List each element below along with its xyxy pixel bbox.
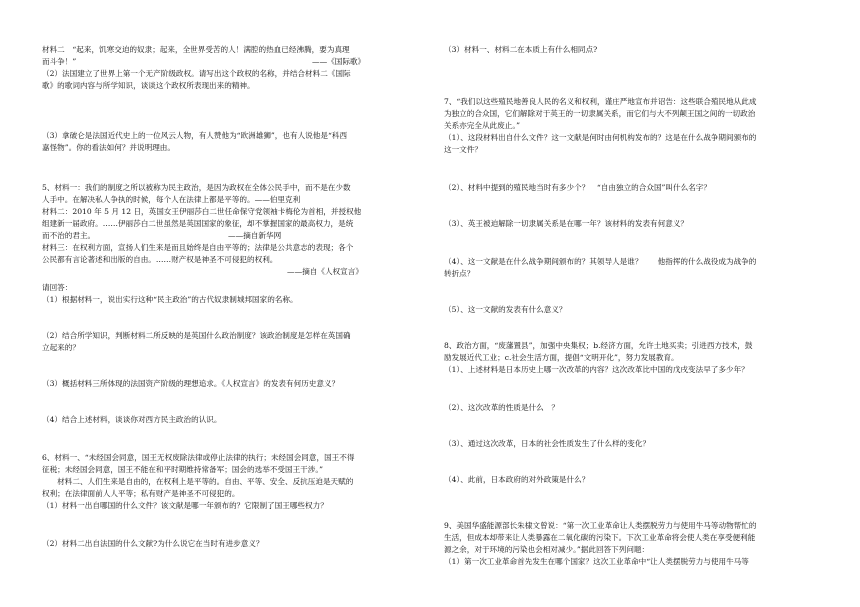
section-5-material-2-end: 而不治的君主。 ——摘自新华网 [42,231,282,240]
section-9-material-end: 源之余，对于环境的污染也会相对减少。”据此回答下列问题： [444,545,650,554]
section-7-question-4: （4）、这一文献是在什么战争期间颁布的？其领导人是谁？ 他指挥的什么战役成为战争的 [444,257,757,266]
material-2-text: 材料二 “起来，饥寒交迫的奴隶；起来，全世界受苦的人！满腔的热血已经沸腾，要为真理 [42,45,350,54]
section-5-question-2-cont: 立起来的？ [42,343,80,352]
section-7-question-1-cont: 这一文件？ [444,145,482,154]
section-6-material-2: 材料二、人们生来是自由的，在权利上是平等的。自由、平等、安全、反抗压迫是天赋的 [42,477,354,486]
section-5-ask: 请回答： [42,283,73,292]
section-8-question-1: （1）、上述材料是日本历史上哪一次改革的内容？这次改革比中国的戊戌变法早了多少年？ [444,365,749,374]
section-5-question-4: （4）结合上述材料，谈谈你对西方民主政治的认识。 [42,415,222,424]
question-3-cont: 嘉怪物”。你的看法如何？并说明理由。 [42,143,175,152]
section-5-material-2: 材料二：2010 年 5 月 12 日，英国女王伊丽莎白二世任命保守党领袖卡梅伦为首相，并授权他 [42,207,362,216]
section-6-question-1: （1）材料一出自哪国的什么文件？该文献是哪一年颁布的？它限制了国王哪些权力？ [42,501,328,510]
section-9-material-cont: 生活，但成本却带来让人类暴露在二氧化碳的污染下。下次工业革命将会使人类在享受便利能 [444,533,756,542]
question-2: （2）法国建立了世界上第一个无产阶级政权。请写出这个政权的名称，并结合材料二《国际 [42,69,351,78]
section-8-question-3: （3）、通过这次改革，日本的社会性质发生了什么样的变化？ [444,439,651,448]
section-5-question-2: （2）结合所学知识，判断材料二所反映的是英国什么政治制度？该政治制度是怎样在英国确 [42,331,351,340]
section-7-material-cont: 为独立的合众国，它们解除对于英王的一切隶属关系，而它们与大不列颠王国之间的一切政治 [444,109,756,118]
material-2-text-cont: 而斗争！” [42,57,77,66]
section-5-material-3-cont: 公民都有言论著述和出版的自由。……财产权是神圣不可侵犯的权利。 [42,255,278,264]
section-5-material-2-cont: 组建新一届政府。……伊丽莎白二世虽然是英国国家的象征，却不掌握国家的最高权力，是统 [42,219,354,228]
section-5-question-1: （1）根据材料一，说出实行这种“民主政治”的古代奴隶制城邦国家的名称。 [42,295,298,304]
section-7-question-5: （5）、这一文献的发表有什么意义？ [444,305,567,314]
section-6-question-3: （3）材料一、材料二在本质上有什么相同点? [444,45,598,54]
section-7-question-4-cont: 转折点？ [444,269,475,278]
section-6-material-1: 6、材料一、“未经国会同意，国王无权废除法律或停止法律的执行；未经国会同意，国王不得 [42,453,355,462]
section-5-material-3: 材料三：在权利方面，宣扬人们生来是而且始终是自由平等的；法律是公共意志的表现；各个 [42,243,354,252]
question-2-cont: 歌》的歌词内容与所学知识，谈谈这个政权所表现出来的精神。 [42,81,255,90]
section-7-question-1: （1）、这段材料出自什么文件？这一文献是何时由何机构发布的？这是在什么战争期间颁布的 [444,133,757,142]
section-7-material-end: 关系亦完全从此废止。” [444,121,521,130]
section-5-material-1: 5、材料一：我们的制度之所以被称为民主政治，是因为政权在全体公民手中，而不是在少数 [42,183,351,192]
section-6-material-2-cont: 权利；在法律面前人人平等；私有财产是神圣不可侵犯的。 [42,489,240,498]
section-6-material-1-cont: 征税；未经国会同意，国王不能在和平时期维持常备军；国会的选举不受国王干涉。” [42,465,324,474]
section-9-question-1: （1）第一次工业革命首先发生在哪个国家？这次工业革命中“让人类摆脱劳力与使用牛马等 [444,557,749,566]
section-9-material: 9、美国华盛能源部长朱棣文曾说：“第一次工业革命让人类摆脱劳力与使用牛马等动物帮忙的 [444,521,757,530]
section-5-question-3: （3）概括材料三所体现的法国资产阶级的理想追求。《人权宣言》的发表有何历史意义？ [42,379,340,388]
section-5-source: ——摘自《人权宣言》 [287,267,363,276]
section-8-question-4: （4）、此前，日本政府的对外政策是什么？ [444,475,590,484]
material-2-source: ——《国际歌》 [312,57,366,66]
section-6-question-2: （2）材料二出自法国的什么文献?为什么说它在当时有进步意义？ [42,539,264,548]
section-8-material-cont: 励发展近代工业；c.社会生活方面，提倡“文明开化”，努力发展教育。 [444,353,679,362]
section-8-material: 8、政治方面，“废藩置县”，加强中央集权；b.经济方面，允许土地买卖；引进西方技术，鼓 [444,341,753,350]
section-7-question-3: （3）、英王被迫解除一切隶属关系是在哪一年？该材料的发表有何意义？ [444,219,689,228]
section-7-question-2: （2）、材料中提到的殖民地当时有多少个？ “自由独立的合众国”叫什么名字？ [444,183,711,192]
section-7-material: 7、“我们以这些殖民地善良人民的名义和权利，谨庄严地宣布并诏告：这些联合殖民地从此成 [444,97,757,106]
section-8-question-2: （2）、这次改革的性质是什么 ？ [444,403,559,412]
question-3: （3）拿破仑是法国近代史上的一位风云人物，有人赞他为“欧洲雄狮”，也有人说他是“科西 [42,131,348,140]
section-5-material-1-cont: 人手中。在解决私人争执的时候，每个人在法律上都是平等的。——伯里克利 [42,195,301,204]
